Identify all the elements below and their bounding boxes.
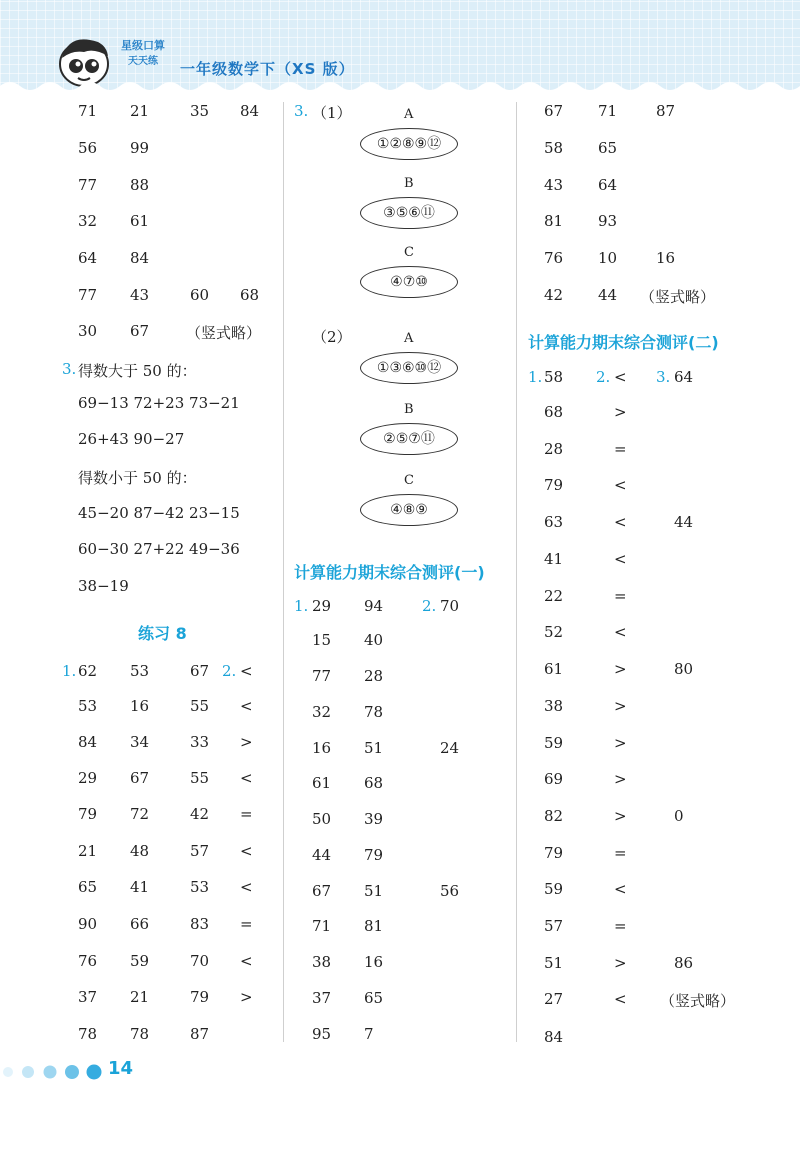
answer-value: 71 [78,102,98,120]
set-oval: ④⑦⑩ [360,266,458,298]
answer-value: 53 [190,878,210,896]
answer-value: 76 [544,249,564,267]
answer-value: 21 [130,988,150,1006]
answer-value: 80 [674,660,694,678]
header-wave-decoration [0,78,800,96]
expression-line: 38−19 [78,577,129,595]
answer-value: 35 [190,102,210,120]
question-number: 1. [62,662,77,680]
expression-line: 26+43 90−27 [78,430,185,448]
answer-value: < [240,952,253,970]
sub-question-label: （2） [312,328,352,346]
answer-value: 71 [598,102,618,120]
answer-value: 50 [312,810,332,828]
answer-value: 69 [544,770,564,788]
answer-value: 7 [364,1025,374,1043]
answer-value: 87 [190,1025,210,1043]
answer-value: 29 [78,769,98,787]
answer-value: 56 [440,882,460,900]
answer-value: 58 [544,368,564,386]
answer-value: 28 [544,440,564,458]
answer-value: > [614,954,627,972]
question-number: 2. [596,368,611,386]
set-oval: ③⑤⑥⑪ [360,197,458,229]
answer-value: 78 [364,703,384,721]
page-number: 14 [108,1058,134,1079]
answer-value: = [614,917,627,935]
answer-value: > [614,734,627,752]
answer-value: 93 [598,212,618,230]
answer-value: < [240,769,253,787]
answer-value: 29 [312,597,332,615]
answer-value: 78 [78,1025,98,1043]
answer-value: 83 [190,915,210,933]
answer-value: 66 [130,915,150,933]
answer-value: > [614,403,627,421]
answer-value: = [240,805,253,823]
answer-value: 68 [364,774,384,792]
answer-value: 53 [78,697,98,715]
answer-value: 65 [78,878,98,896]
answer-value: 51 [364,882,384,900]
logo [108,38,178,78]
answer-value: 57 [544,917,564,935]
answer-value: > [614,807,627,825]
expression-line: 60−30 27+22 49−36 [78,540,240,558]
answer-value: 79 [190,988,210,1006]
answer-value: 42 [544,286,564,304]
answer-value: 37 [78,988,98,1006]
answer-value: 39 [364,810,384,828]
answer-value: 77 [78,176,98,194]
answer-value: 22 [544,587,564,605]
answer-value: 59 [544,734,564,752]
answer-value: 40 [364,631,384,649]
answer-value: 55 [190,769,210,787]
answer-value: 76 [78,952,98,970]
answer-value: 34 [130,733,150,751]
answer-value: < [614,990,627,1008]
answer-value: 86 [674,954,694,972]
question-text: 得数大于 50 的： [78,362,197,380]
answer-value: 48 [130,842,150,860]
answer-value: 68 [544,403,564,421]
answer-value: 51 [364,739,384,757]
answer-value: 79 [364,846,384,864]
answer-value: 32 [312,703,332,721]
set-label: B [404,176,414,191]
answer-value: 37 [312,989,332,1007]
answer-value: 16 [312,739,332,757]
question-number: 2. [422,597,437,615]
question-number: 3. [294,102,309,120]
set-label: B [404,402,414,417]
answer-value: 59 [130,952,150,970]
answer-value: = [614,587,627,605]
answer-value: 57 [190,842,210,860]
footer-dots-decoration [0,1062,110,1082]
answer-value: < [240,878,253,896]
answer-value: 63 [544,513,564,531]
set-oval: ①②⑧⑨⑫ [360,128,458,160]
question-number: 3. [656,368,671,386]
expression-line: 45−20 87−42 23−15 [78,504,240,522]
answer-value: 51 [544,954,564,972]
answer-value: 58 [544,139,564,157]
answer-value: 28 [364,667,384,685]
book-title: 一年级数学下（XS 版） [180,60,355,78]
answer-value: 90 [78,915,98,933]
answer-value: 79 [544,476,564,494]
answer-value: = [614,844,627,862]
set-oval: ①③⑥⑩⑫ [360,352,458,384]
set-label: A [404,107,414,122]
answer-value: 68 [240,286,260,304]
answer-value: 61 [544,660,564,678]
answer-value: 78 [130,1025,150,1043]
answer-value: < [614,476,627,494]
answer-value: 42 [190,805,210,823]
answer-value: < [240,697,253,715]
answer-value: 38 [544,697,564,715]
answer-value: < [240,662,253,680]
answer-value: 52 [544,623,564,641]
answer-value: 77 [78,286,98,304]
page-header [0,0,800,92]
answer-value: 84 [240,102,260,120]
answer-value: 24 [440,739,460,757]
expression-line: 69−13 72+23 73−21 [78,394,240,412]
answer-value: 60 [190,286,210,304]
answer-value: 99 [130,139,150,157]
answer-value: 77 [312,667,332,685]
section-title-final-test-1: 计算能力期末综合测评(一) [294,563,485,582]
sub-question-label: （1） [312,104,352,122]
answer-value: 38 [312,953,332,971]
answer-value: 21 [78,842,98,860]
answer-value: 41 [544,550,564,568]
answer-value: 41 [130,878,150,896]
answer-value: < [614,368,627,386]
answer-value: 59 [544,880,564,898]
answer-value: 55 [190,697,210,715]
answer-value: 65 [364,989,384,1007]
answer-value: 84 [78,733,98,751]
answer-value: 30 [78,322,98,340]
answer-value: = [614,440,627,458]
question-number: 2. [222,662,237,680]
answer-value: 67 [312,882,332,900]
answer-value: 95 [312,1025,332,1043]
answer-value: 84 [130,249,150,267]
answer-value: 16 [656,249,676,267]
answer-value: > [614,770,627,788]
answer-value: < [614,550,627,568]
answer-value: 61 [312,774,332,792]
answer-value: < [240,842,253,860]
answer-value: 61 [130,212,150,230]
answer-value: 15 [312,631,332,649]
answer-value: 0 [674,807,684,825]
answer-value: 88 [130,176,150,194]
answer-value: 43 [544,176,564,194]
answer-value: 16 [130,697,150,715]
answer-value: 64 [78,249,98,267]
answer-value: 21 [130,102,150,120]
set-label: C [404,473,414,488]
answer-value: > [614,697,627,715]
answer-value: 71 [312,917,332,935]
answer-value: 67 [544,102,564,120]
answer-note: （竖式略） [186,324,262,342]
answer-value: = [240,915,253,933]
answer-value: 53 [130,662,150,680]
set-label: A [404,331,414,346]
answer-value: > [240,988,253,1006]
answer-value: 16 [364,953,384,971]
question-text: 得数小于 50 的： [78,469,197,487]
answer-value: 33 [190,733,210,751]
set-label: C [404,245,414,260]
answer-value: 72 [130,805,150,823]
answer-value: 79 [78,805,98,823]
answer-value: 27 [544,990,564,1008]
answer-value: 70 [440,597,460,615]
answer-value: 62 [78,662,98,680]
answer-value: 81 [364,917,384,935]
answer-value: < [614,513,627,531]
answer-value: 64 [598,176,618,194]
column-divider [516,102,517,1042]
answer-value: 56 [78,139,98,157]
answer-value: 32 [78,212,98,230]
answer-value: 44 [312,846,332,864]
answer-value: 44 [598,286,618,304]
answer-value: > [614,660,627,678]
answer-value: 44 [674,513,694,531]
answer-note: （竖式略） [640,288,716,306]
answer-value: 10 [598,249,618,267]
answer-value: 79 [544,844,564,862]
section-title-final-test-2: 计算能力期末综合测评(二) [528,333,719,352]
answer-value: 43 [130,286,150,304]
answer-value: 64 [674,368,694,386]
answer-value: 94 [364,597,384,615]
answer-value: 87 [656,102,676,120]
question-number: 1. [528,368,543,386]
logo-line1: 星级口算 [121,39,165,52]
answer-value: 81 [544,212,564,230]
answer-value: 67 [190,662,210,680]
answer-value: < [614,623,627,641]
section-title-exercise-8: 练习 8 [138,624,187,643]
logo-line2: 天天练 [128,56,158,67]
answer-value: 70 [190,952,210,970]
answer-note: （竖式略） [660,992,736,1010]
answer-value: 84 [544,1028,564,1046]
question-number: 3. [62,360,77,378]
question-number: 1. [294,597,309,615]
answer-value: > [240,733,253,751]
set-oval: ④⑧⑨ [360,494,458,526]
answer-value: < [614,880,627,898]
set-oval: ②⑤⑦⑪ [360,423,458,455]
answer-value: 67 [130,322,150,340]
answer-value: 67 [130,769,150,787]
column-divider [283,102,284,1042]
answer-value: 82 [544,807,564,825]
answer-value: 65 [598,139,618,157]
